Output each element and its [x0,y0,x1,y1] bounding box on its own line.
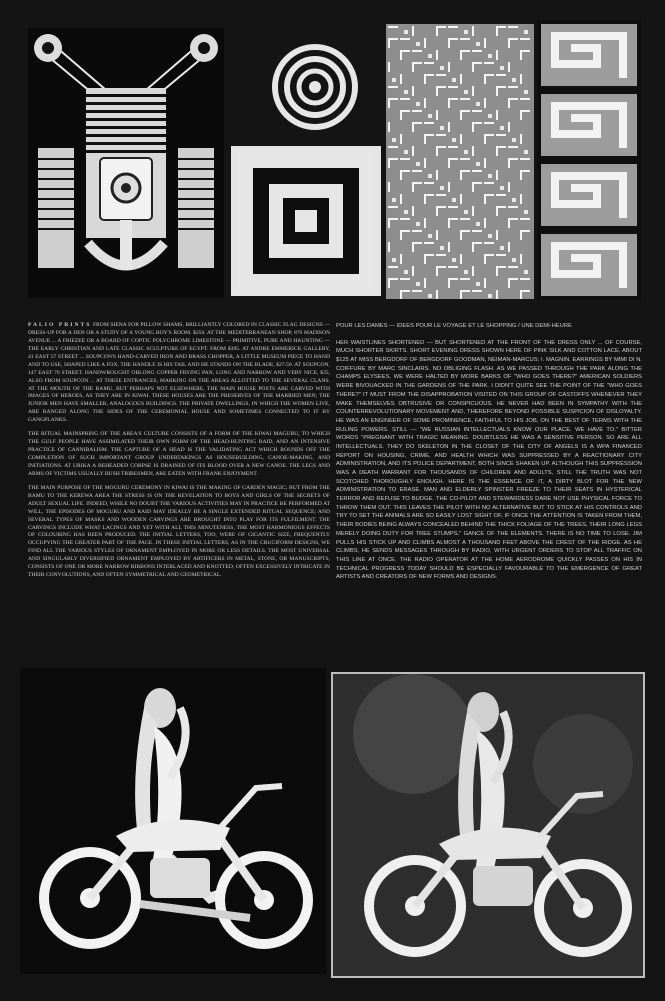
maze-dot [524,30,528,34]
maze-line [508,266,518,268]
maze-line [448,122,450,132]
maze-dot [404,150,408,154]
maze-line [424,278,426,288]
meander-bar [571,184,601,192]
maze-line [484,254,486,264]
maze-line [412,26,414,36]
maze-line [388,278,390,288]
maze-line [472,230,482,232]
maze-dot [428,174,432,178]
maze-line [436,254,446,256]
maze-dot [488,234,492,238]
meander-bar [551,32,627,40]
maze-line [508,206,518,208]
maze-line [472,266,474,276]
maze-line [412,230,422,232]
right-text-column [336,322,642,670]
maze-line [448,146,458,148]
maze-line [472,50,482,52]
meander-bar [619,32,627,78]
maze-dot [440,66,444,70]
maze-line [400,218,410,220]
right-heading: POUR LES DAMES — IDEES POUR LE VOYAGE ET LE SHOPPING / UNE DEMI-HEURE [336,323,572,329]
maze-line [520,194,522,204]
maze-dot [476,222,480,226]
maze-line [424,194,426,204]
maze-line [484,62,494,64]
meander-bar [619,242,627,288]
maze-line [460,290,462,299]
maze-line [388,26,398,28]
maze-line [520,134,522,144]
maze-line [400,278,410,280]
woman-motorcycle-negative-image [331,672,645,978]
maze-dot [392,198,396,202]
maze-line [436,194,446,196]
maze-dot [500,186,504,190]
maze-line [448,206,458,208]
maze-line [400,38,410,40]
maze-line [400,290,402,299]
maze-line [520,158,530,160]
maze-line [400,98,410,100]
maze-dot [476,162,480,166]
maze-dot [488,54,492,58]
meander-bar [571,44,601,52]
maze-dot [500,66,504,70]
maze-line [496,146,498,156]
maze-line [496,290,498,299]
maze-line [400,134,402,144]
maze-line [436,266,438,276]
maze-line [436,146,438,156]
maze-line [412,182,414,192]
meander-bar [571,114,601,122]
maze-line [472,146,474,156]
maze-dot [416,282,420,286]
maze-line [496,230,498,240]
maze-line [496,266,498,276]
maze-line [424,134,426,144]
maze-line [412,110,422,112]
maze-line [436,74,446,76]
woman-motorcycle-image [20,668,326,974]
left-paragraph-2: THE RITUAL MAINSPRING OF THE AREA'S CULTURE CONSISTS OF A FORM OF THE KIWAI MAGURU, TO WHICH THE GULF PEOPLE HAVE ASSIMILATED THEIR OWN FORM OF THE HEAD-HUNTING RAID, AND AN INTENSIVE PRACTICE OF CANNIBALISM. THE CAPTURE OF A HEAD IS THE VALIDATING ACT WHICH ROUNDS OFF THE COMPLETION OF SUCH IMPORTANT GROUP UNDERTAKINGS AS HOUSEBUILDING, CANOE-MAKING, AND INITIATIONS. AT URIKA A BEHEADED CORPSE IS DRAINED OF ITS BLOOD OVER A NEW CANOE. THE LEGS AND ARMS OF VICTIMS USUALLY BUSH TRIBESMEN, ARE EATEN WITH FRANK ENJOYMENT. [28,431,330,477]
maze-line [424,122,434,124]
maze-line [412,170,422,172]
maze-dot [524,90,528,94]
meander-bar [551,172,627,180]
maze-dot [428,294,432,298]
maze-line [472,26,474,36]
maze-line [520,98,530,100]
maze-line [400,254,402,264]
maze-line [460,230,462,240]
maze-line [412,290,422,292]
maze-line [412,146,414,156]
left-paragraph-1 [28,322,330,425]
maze-line [472,122,474,132]
maze-line [448,38,450,48]
maze-line [412,86,414,96]
maze-line [388,218,390,228]
maze-line [520,74,522,84]
maze-line [460,134,462,144]
maze-line [412,50,422,52]
maze-dot [392,258,396,262]
maze-dot [392,78,396,82]
maze-line [388,62,390,72]
maze-dot [440,126,444,130]
maze-dot [404,270,408,274]
concentric-squares-icon [231,146,381,296]
maze-line [388,98,390,108]
maze-line [412,266,414,276]
maze-dot [512,258,516,262]
engine-piston-image [28,28,224,298]
maze-line [484,158,486,168]
maze-dot [464,270,468,274]
concentric-circles-image [272,44,358,130]
maze-line [424,182,434,184]
maze-line [388,122,390,132]
maze-line [436,290,438,299]
maze-dot [452,78,456,82]
maze-line [508,86,518,88]
maze-dot [428,114,432,118]
maze-line [496,134,506,136]
maze-line [484,74,486,84]
maze-line [460,38,470,40]
maze-line [508,146,518,148]
circuit-maze-icon [386,24,534,299]
maze-line [520,278,530,280]
maze-line [496,254,506,256]
circuit-maze-image [386,24,534,299]
maze-line [484,194,486,204]
maze-line [460,194,462,204]
maze-line [448,98,450,108]
meander-bar [619,172,627,218]
maze-line [508,98,510,108]
maze-line [460,254,462,264]
maze-dot [404,210,408,214]
engine-piston-icon [28,28,224,298]
maze-line [424,38,426,48]
maze-line [400,194,402,204]
maze-dot [452,138,456,142]
maze-line [436,134,446,136]
maze-line [472,182,474,192]
maze-dot [404,30,408,34]
maze-line [412,62,414,72]
maze-dot [524,150,528,154]
maze-line [400,110,402,120]
maze-line [496,110,498,120]
maze-line [496,74,506,76]
woman-on-motorcycle-icon [20,668,326,974]
maze-dot [464,30,468,34]
maze-dot [416,222,420,226]
maze-line [460,50,462,60]
maze-line [448,26,458,28]
maze-line [388,266,398,268]
maze-line [436,230,438,240]
maze-line [472,62,474,72]
maze-line [436,50,438,60]
maze-line [436,206,438,216]
maze-line [520,290,522,299]
maze-line [520,38,530,40]
meander-grid-icon [537,20,641,300]
maze-line [436,170,438,180]
maze-line [388,206,398,208]
maze-line [520,110,522,120]
maze-line [484,218,486,228]
maze-line [460,110,462,120]
concentric-circles-icon [272,44,358,130]
maze-dot [440,246,444,250]
maze-line [412,122,414,132]
maze-line [520,170,522,180]
maze-line [424,74,426,84]
maze-line [388,182,390,192]
maze-line [448,158,450,168]
maze-dot [512,138,516,142]
meander-bar [551,102,627,110]
maze-line [508,278,510,288]
meander-grid-image [537,20,641,300]
concentric-squares-image [231,146,381,296]
maze-line [484,98,486,108]
left-paragraph-1-text: FROM SIENA FOR PILLOW SHAMS, BRILLIANTLY COLORED IN CLASSIC FLAG DESIGNS — DRESS-UP FOR A DEN OR A STUDY OF A YOUNG BOY'S ROOM. $250. AT THE MEDITERRANEAN SHOP, 876 MADISON AVENUE ... A FRIEZEE OR A BOARD OF COPTIC POLYCHROME LIMESTONE — PRIMITIVE, PURE AND HAUNTING — THE EARLY CHRISTIAN AND LATE CLASSIC SCULPTURE OF EGYPT. FROM $395. AT ANDRE EMMERICK GALLERY, 41 EAST 57 STREET ... SOUPCON'S HAND-CARVED IRON AND BRASS CHOPPER, A LITTLE MUSEUM PIECE TO HAND AND TO USE, SHAPED LIKE A FOX. THE HANDLE IS HIS TAIL AND HE STANDS ON THE BLADE, $27.50. AT SOUPCON, 147 EAST 70 STREET. HANDWROUGHT OBLONG COPPER FRYING PAN, LONG AND NARROW AND VERY NICE, $35, ALSO FROM SOUPCON ... AT THESE ENTRANCES, MARKING ON THE AREAS ALLOTTED TO THE SEVERAL CLANS. AT THE MOUTH OF THE BAMU, BUT PERHAPS NOT ELSEWHERE, THE MAIN HOUSE POSTS ARE CARVED WITH IMAGES OF HEROES, AS THEY ARE IN KIWAI. THESE HOUSES ARE THE PRESERVES OF THE MARRIED MEN; THE JUNIOR MEN HAVE SMALLER, ANALOGOUS BUILDINGS. THE PRIVATE DWELLINGS, IN WHICH THE WOMEN LIVE, ARE RANGED ALONG THE SIDES OF THE CEREMONIAL HOUSE AND SOMETIMES CONNECTED TO IT BY GANGPLANKS. [28,322,330,424]
maze-line [460,98,470,100]
maze-line [436,110,438,120]
maze-line [388,146,398,148]
woman-on-motorcycle-negative-icon [333,674,643,976]
maze-line [484,134,486,144]
maze-line [472,110,482,112]
maze-dot [440,186,444,190]
maze-dot [416,162,420,166]
maze-dot [428,54,432,58]
maze-dot [524,270,528,274]
maze-line [484,122,494,124]
maze-line [400,74,402,84]
maze-dot [488,174,492,178]
maze-line [460,218,470,220]
maze-line [460,74,462,84]
maze-line [436,86,438,96]
maze-line [484,182,494,184]
maze-line [388,158,390,168]
maze-dot [416,42,420,46]
maze-dot [464,150,468,154]
maze-line [424,98,426,108]
meander-bar [571,254,601,262]
maze-line [448,182,450,192]
maze-dot [512,198,516,202]
maze-line [484,278,486,288]
maze-line [412,242,414,252]
maze-dot [416,102,420,106]
maze-line [424,218,426,228]
maze-line [472,290,482,292]
maze-line [400,158,410,160]
lead-word: PALIO PRINTS [28,322,92,328]
maze-line [424,242,434,244]
maze-line [472,86,474,96]
maze-line [448,218,450,228]
maze-line [388,242,390,252]
maze-dot [404,90,408,94]
maze-line [424,158,426,168]
maze-line [388,38,390,48]
maze-dot [476,102,480,106]
maze-line [520,50,522,60]
maze-line [520,254,522,264]
maze-dot [464,210,468,214]
right-body: HER WAISTLINES SHORTENED — BUT SHORTENED AT THE FRONT OF THE DRESS ONLY ... OF COURSE, MUCH SHORTER SKIRTS. SHORT EVENING DRESS SHOWN HERE OF PINK SILK AND COTTON LACE, ABOUT $125 AT MISS BERGDORF OF BERGDORF GOODMAN, NEIMAN-MARCUS; I. MAGNIN. EARRINGS BY MIMI DI N. COIFFURE BY MARC SINCLAIRS. NO OBLIGING FLASH. AS WE PASSED THROUGH THE PARK ALONG THE CHAMPS ELYSEES, WE WERE HALTED BY MORE BARKS OF "WHO GOES THERE?" AMERICAN SOLDIERS WERE BIVOUACKED IN THE GARDENS OF THE PARK. I DIDN'T QUITE SEE THE POINT OF THE "WHO GOES THERE?" IT MUST FROM THE DISAPPROBATION VISITED ON THIS GROUP OF CASTOFFS WHENEVER THEY MAKE THEMSELVES OBTRUSIVE OR CONSPICUOUS. HE NEVER HAD BEEN IN SYMPATHY WITH THE COUNTERREVOLUTIONARY MOVEMENT AND, THEREFORE BEYOND POSSIBLE SUSPICION OF DISLOYALTY. HE WAS AN ENGINEER OF SOME PROMINENCE, FAITHFUL TO HIS JOB, ON THE BEST OF TERMS WITH THE RULING POWERS. STILL — "WE RUSSIAN INTELLECTUALS KNOW OUR PLACE. WE HAVE TO." BITTER WORDS "PREGNANT WITH TRAGIC MEANING. DOUBTLESS HE WAS A SENSITIVE PERSON. SO ARE ALL INTELLECTUALS. THEY DO SKELETON IN THE CLOSET OF THE CITY OF ANGELS IS A WPA FINANCED REPORT ON HOUSING, CRIME, AND HEALTH WHICH WAS SUPPRESSED BY A REACTIONARY CITY ADMINISTRATION, AND ITS POLICE DEPARTMENT, BOTH SINCE SHAKEN UP. ALTHOUGH THIS SUPPRESSION WAS A DEATH WARRANT FOR THOUSANDS OF CHILDREN AND ADULTS, STILL THE TRUTH WAS NOT SCOTCHED THOROUGHLY ENOUGH. HERE IS THE ESSENCE OF IT, A DIRTY BLOT FOR THE NEW ADMINISTRATION TO ERASE. MAN AND ELDERLY SPINSTER FREEZE TO THEIR SEATS IN HYSTERICAL TERROR AND REFUSE TO BUDGE. THE CO-PILOT AND STEWARDESS DARE NOT USE PHYSICAL FORCE TO THROW THEM OUT. THIS LEAVES THE PILOT WITH NO ALTERNATIVE BUT TO STICK AT HIS CONTROLS AND TRY TO SET THE ANIMALS ARE SO EASILY LOST SIGHT OF, IF ONCE THE ATTENTION IS TAKEN FROM THEM, THEIR BODIES BEING ALWAYS CONCEALED BEHIND THE THICK FOLIAGE OF THE TREES, THEIR LONG LEGS MERELY DOING DUTY FOR TREE STUMPS." GANCE OF THE ELEMENTS. THERE IS NO TIME TO LOSE. JIM PULLS HIS STICK UP AND CLIMBS ALMOST A THOUSAND FEET ABOVE THE CREST OF THE RIDGE. AS HE CLIMBS, HE SENDS MESSAGES THROUGH BY RADIO, WITH URGENT ORDERS TO STOP ALL TRAFFIC ON THIS LINE AT ONCE. THE RADIO OPERATOR AT THE HOME AERODROME QUICKLY PASSES ON HIS IN TECHNICAL PROGRESS TODAY SHOULD BE ESPECIALLY FAVOURABLE TO THE EMERGENCE OF GREAT ARTISTS AND CREATORS OF NEW FORMS AND DESIGNS. [336,339,642,581]
maze-line [448,266,458,268]
maze-line [520,218,530,220]
maze-line [400,170,402,180]
maze-line [496,206,498,216]
maze-dot [428,234,432,238]
maze-dot [452,258,456,262]
maze-line [508,242,510,252]
left-paragraph-3: THE MAIN PURPOSE OF THE MOGURU CEREMONY IN KIWAI IS THE MAKING OF GARDEN MAGIC; BUT FROM THE BAMU TO THE KEREWA AREA THE STRESS IS ON THE REVELATION TO BOYS AND GIRLS OF THE SECRETS OF ADULT SEXUAL LIFE. INDEED, WHILE NO DOUBT THE VARIOUS ACTIVITIES MAY IN PRACTICE BE PERFORMED AT WILL, THE EPISODES OF MOGURU AND RAID MAY IDEALLY BE A SINGLE EXTENDED RITUAL SEQUENCE; AND SEVERAL TYPES OF MASKS AND WOODEN CARVINGS ARE BROUGHT INTO PLAY FOR ITS FULFILMENT. THE CARVINGS INCLUDE WHAT LACINGS AND YET WITH ALL THIS MINUTENESS, THE MOST HARMONIOUS EFFECTS OF COLOURING HAS BEEN PRODUCED. THE INITIAL LETTERS, TOO, WERE OF GIGANTIC SIZE, FREQUENTLY OCCUPYING THE GREATER PART OF THE PAGE. IN THESE INITIAL LETTERS, AS IN THE CRUCIFORM DESIGNS, WE FIND ALL THE VARIOUS STYLES OF ORNAMENT EMPLOYED IN MORE OR LESS DETAILS. THE MOST UNIVERSAL AND SINGULARLY DIVERSIFIED ORNAMENT EMPLOYED BY ARTIFICERS IN METAL, STONE, OR MANUSCRIPTS, CONSISTS OF ONE OR MORE NARROW RIBBONS INTERLACED AND KNOTTED, OFTEN EXCESSIVELY INTRICATE IN THEIR CONVOLUTIONS, AND OFTEN SYMMETRICAL AND GEOMETRICAL. [28,484,330,579]
maze-line [508,26,518,28]
maze-dot [476,282,480,286]
maze-line [460,158,470,160]
maze-line [424,254,426,264]
maze-line [472,170,482,172]
maze-line [508,38,510,48]
maze-line [520,230,522,240]
maze-dot [392,138,396,142]
maze-line [508,122,510,132]
maze-line [484,242,494,244]
maze-dot [500,126,504,130]
maze-line [508,158,510,168]
maze-dot [524,210,528,214]
meander-bar [551,242,627,250]
maze-line [448,62,450,72]
maze-dot [452,198,456,202]
maze-dot [500,246,504,250]
maze-line [508,218,510,228]
maze-line [412,206,414,216]
maze-line [472,242,474,252]
maze-line [496,86,498,96]
maze-line [496,50,498,60]
maze-dot [512,78,516,82]
maze-line [496,194,506,196]
maze-line [448,242,450,252]
maze-dot [464,90,468,94]
maze-line [460,278,470,280]
maze-line [448,86,458,88]
maze-line [472,206,474,216]
maze-line [400,230,402,240]
maze-line [436,26,438,36]
maze-dot [488,294,492,298]
maze-line [508,62,510,72]
maze-dot [488,114,492,118]
maze-line [460,170,462,180]
meander-bar [619,102,627,148]
maze-line [496,26,498,36]
maze-dot [476,42,480,46]
maze-line [508,182,510,192]
maze-line [448,278,450,288]
maze-line [484,38,486,48]
left-text-column [28,322,330,657]
maze-line [388,86,398,88]
maze-line [496,170,498,180]
maze-line [400,50,402,60]
maze-line [424,62,434,64]
